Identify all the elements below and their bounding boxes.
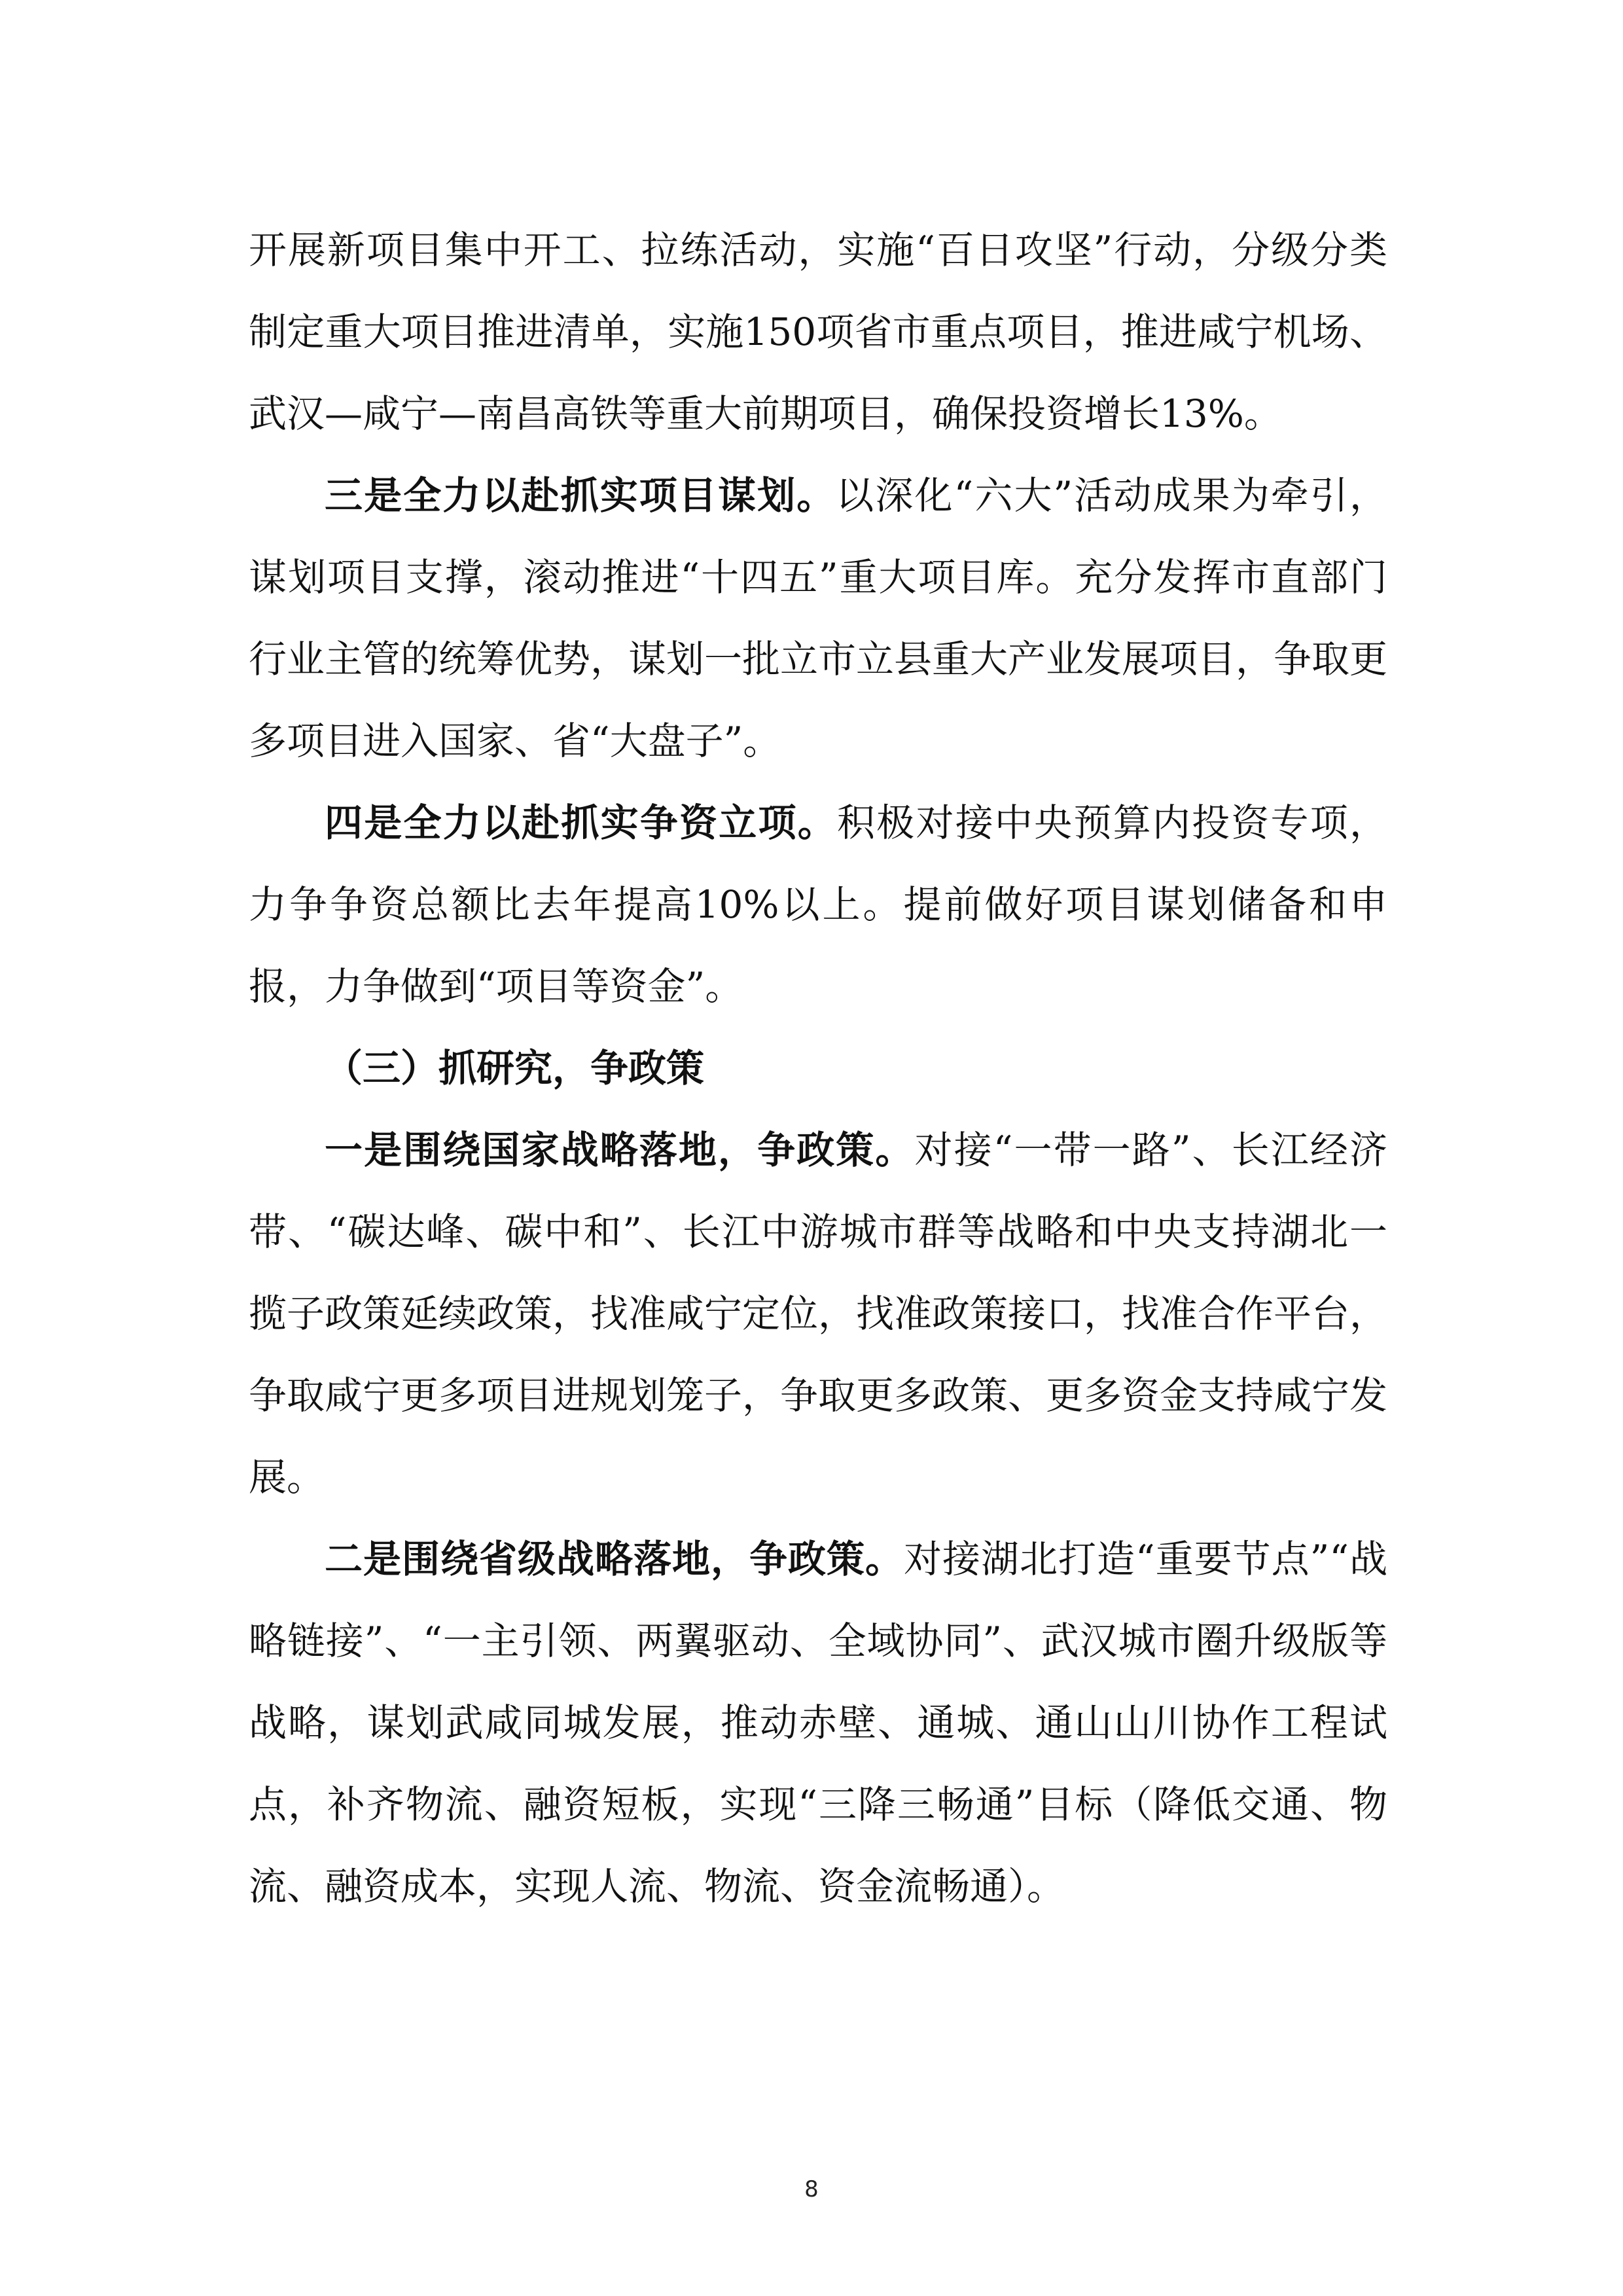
paragraph-text: 对接“一带一路”、长江经济带、“碳达峰、碳中和”、长江中游城市群等战略和中央支持湖北一揽子政策延续政策，找准咸宁定位，找准政策接口，找准合作平台，争取咸宁更多项目进规划笼子，争取更多政策、更多资金支持咸宁发展。 <box>249 1128 1388 1499</box>
paragraph-text: 以深化“六大”活动成果为牵引，谋划项目支撑，滚动推进“十四五”重大项目库。充分发挥市直部门行业主管的统筹优势，谋划一批立市立县重大产业发展项目，争取更多项目进入国家、省“大盘子”。 <box>249 473 1388 763</box>
paragraph-lead: 二是围绕省级战略落地，争政策。 <box>325 1537 904 1581</box>
section-heading: （三）抓研究，争政策 <box>325 1046 705 1090</box>
paragraph-lead: 三是全力以赴抓实项目谋划。 <box>325 473 836 518</box>
paragraph-project-planning <box>249 455 1387 782</box>
paragraph-text: 开展新项目集中开工、拉练活动，实施“百日攻坚”行动，分级分类制定重大项目推进清单，实施150项省市重点项目，推进咸宁机场、武汉—咸宁—南昌高铁等重大前期项目，确保投资增长13%。 <box>249 228 1387 436</box>
paragraph-lead: 一是围绕国家战略落地，争政策。 <box>325 1128 915 1172</box>
paragraph-lead: 四是全力以赴抓实争资立项。 <box>325 800 837 845</box>
body-text <box>249 209 1387 1928</box>
paragraph-national-strategy <box>249 1109 1387 1518</box>
paragraph-continuation <box>249 209 1387 455</box>
paragraph-text: 对接湖北打造“重要节点”“战略链接”、“一主引领、两翼驱动、全域协同”、武汉城市圈升级版等战略，谋划武咸同城发展，推动赤壁、通城、通山山川协作工程试点，补齐物流、融资短板，实现“三降三畅通”目标（降低交通、物流、融资成本，实现人流、物流、资金流畅通）。 <box>249 1537 1387 1909</box>
paragraph-provincial-strategy <box>249 1518 1387 1928</box>
paragraph-funding <box>249 782 1387 1028</box>
paragraph-text: 积极对接中央预算内投资专项，力争争资总额比去年提高10%以上。提前做好项目谋划储备和申报，力争做到“项目等资金”。 <box>249 800 1387 1009</box>
page-number: 8 <box>804 2176 819 2202</box>
